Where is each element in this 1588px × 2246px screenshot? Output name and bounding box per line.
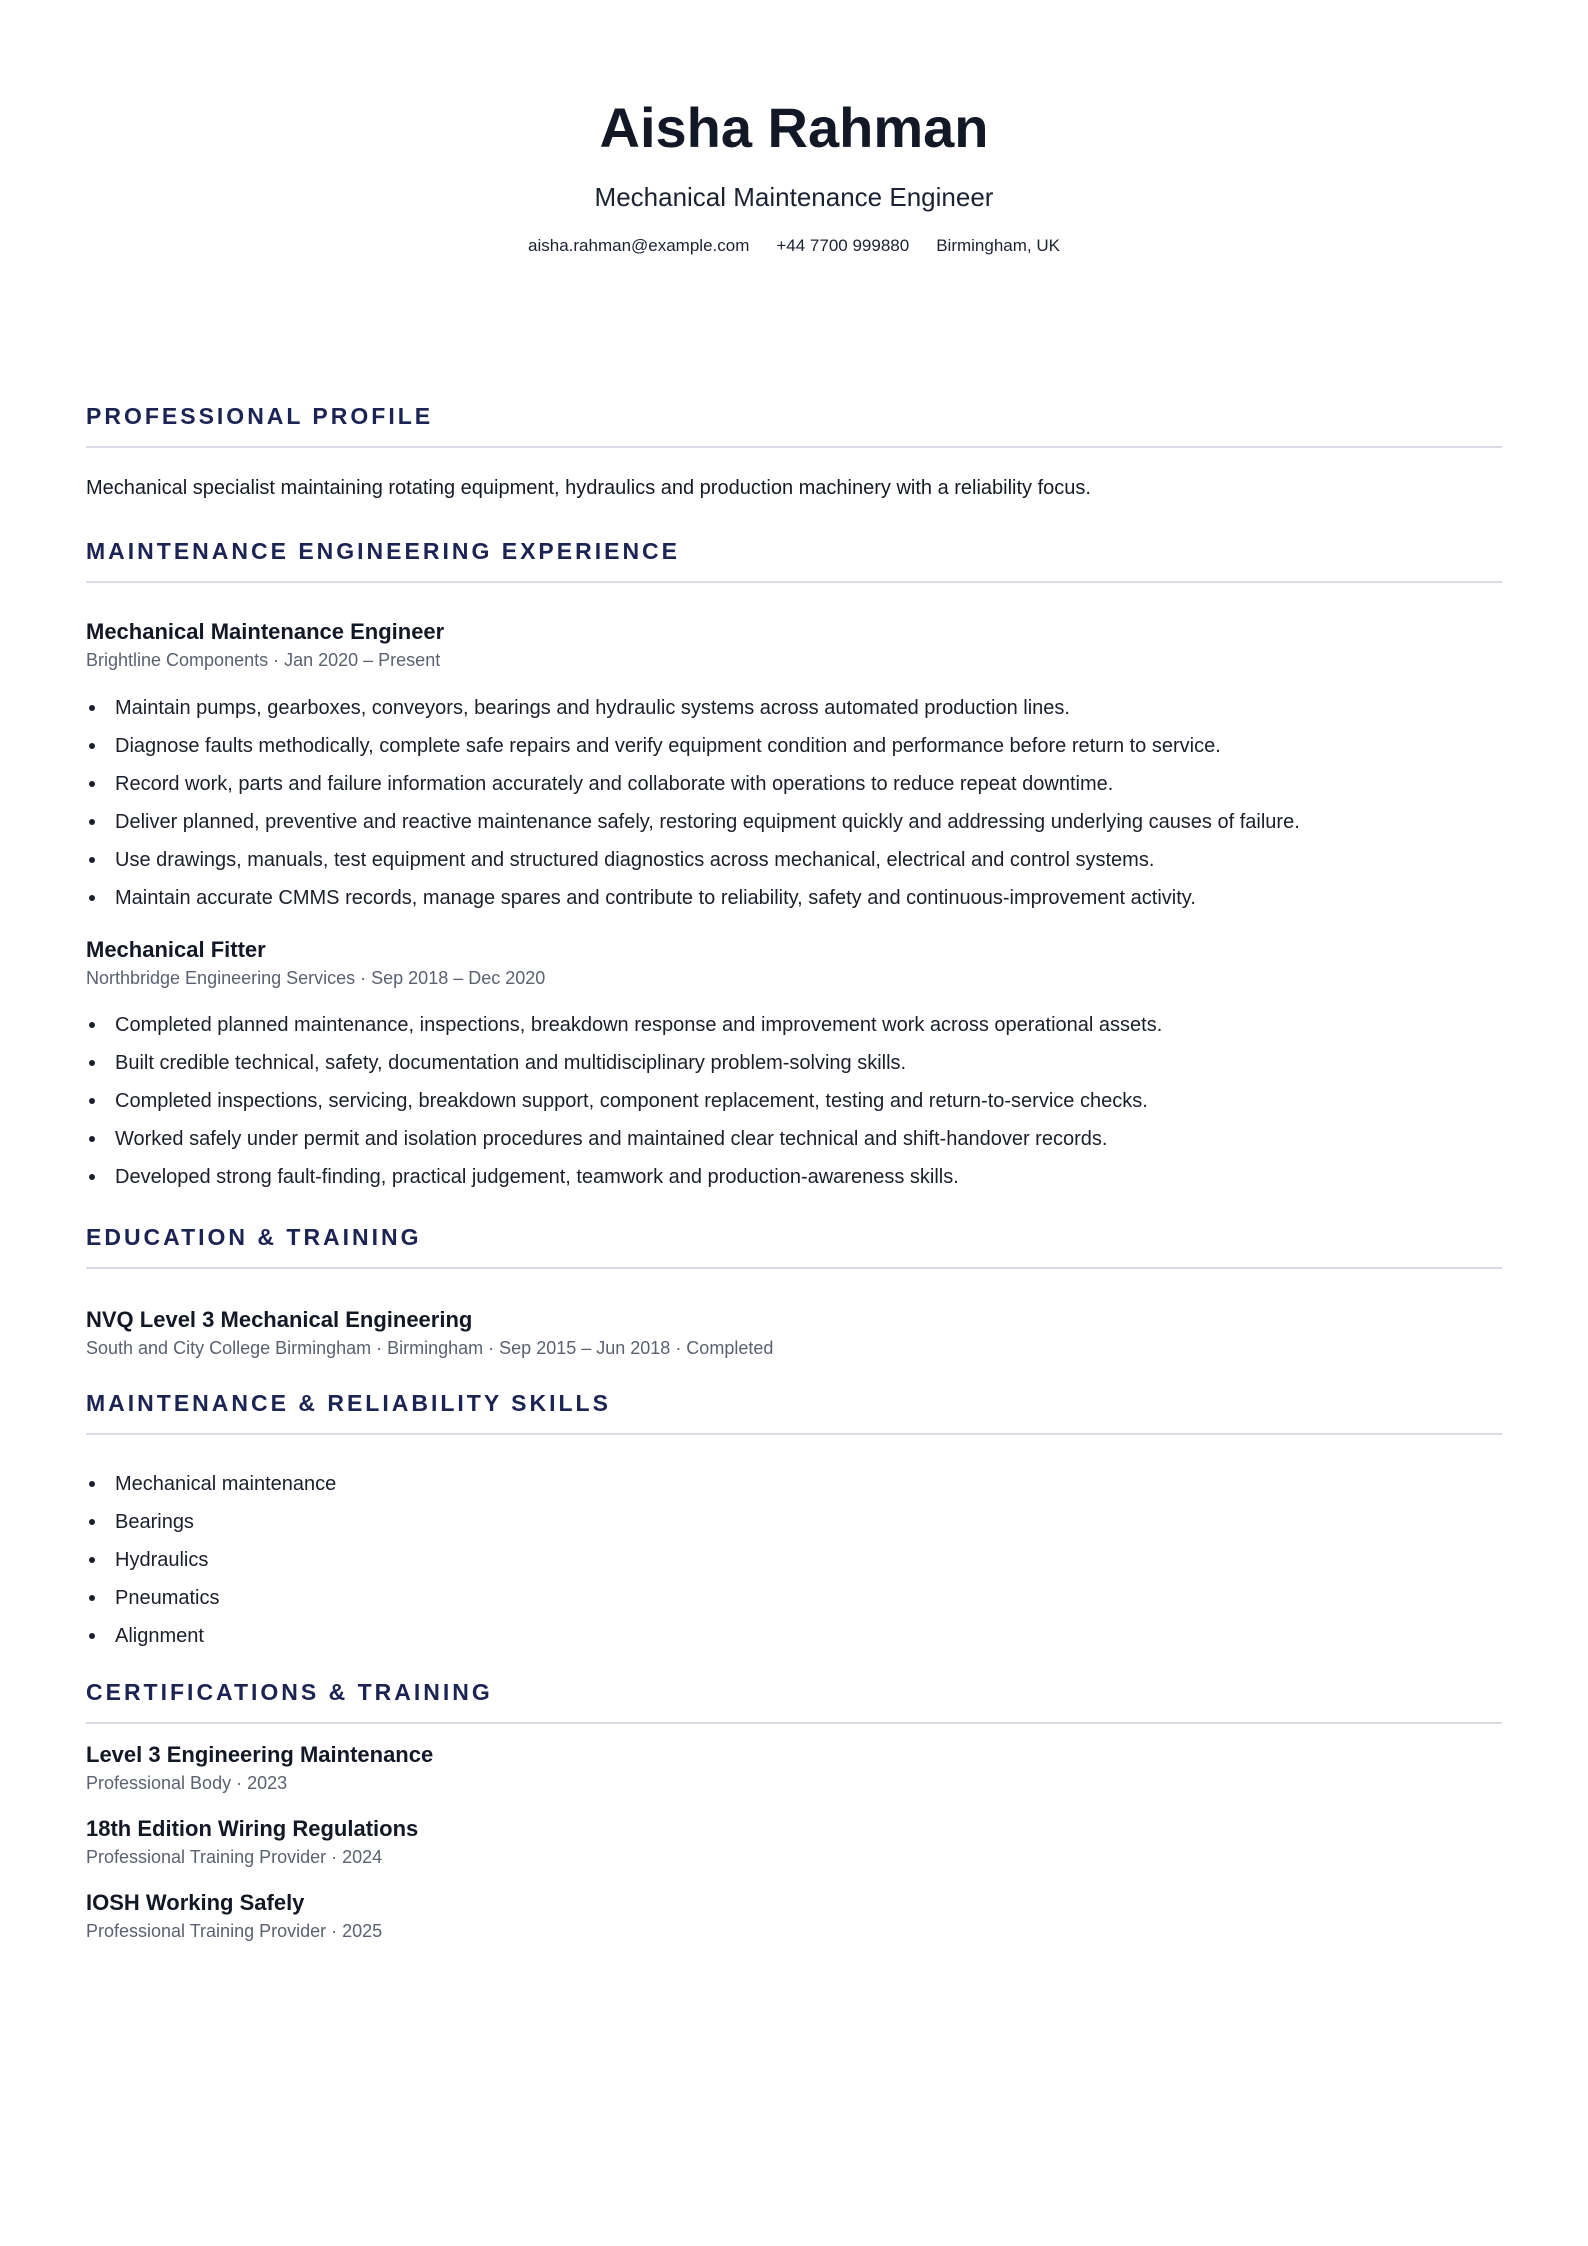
- profile-summary: Mechanical specialist maintaining rotating equipment, hydraulics and production machinery with a reliability focus.: [86, 477, 1091, 499]
- skills-list: [86, 1465, 1502, 1655]
- certification-name: IOSH Working Safely: [86, 1890, 305, 1915]
- section-title-profile: PROFESSIONAL PROFILE: [86, 403, 434, 429]
- certification-meta: Professional Training Provider · 2025: [86, 1921, 383, 1941]
- contact-phone: +44 7700 999880: [776, 236, 910, 255]
- education-qualification: NVQ Level 3 Mechanical Engineering: [86, 1307, 473, 1332]
- section-title-skills: MAINTENANCE & RELIABILITY SKILLS: [86, 1390, 611, 1416]
- section-title-certifications: CERTIFICATIONS & TRAINING: [86, 1679, 493, 1705]
- skill-item: Mechanical maintenance: [86, 1465, 1502, 1503]
- section-certifications: [86, 1677, 1502, 1943]
- resume-header: [86, 0, 1502, 258]
- certification-meta: Professional Training Provider · 2024: [86, 1847, 383, 1867]
- section-title-education: EDUCATION & TRAINING: [86, 1224, 422, 1250]
- job-bullets: [86, 689, 1502, 917]
- section-divider: [86, 1267, 1502, 1269]
- certification-entry: [86, 1815, 1502, 1869]
- job-entry: [86, 936, 1502, 1196]
- section-title-experience: MAINTENANCE ENGINEERING EXPERIENCE: [86, 538, 681, 564]
- certification-name: Level 3 Engineering Maintenance: [86, 1742, 434, 1767]
- section-divider: [86, 1433, 1502, 1435]
- skill-item: Hydraulics: [86, 1541, 1502, 1579]
- certification-entry: [86, 1889, 1502, 1943]
- job-title: Mechanical Maintenance Engineer: [86, 619, 445, 644]
- education-entry: [86, 1306, 1502, 1360]
- job-bullet: Developed strong fault-finding, practical judgement, teamwork and production-awareness skills.: [86, 1158, 1502, 1196]
- candidate-name: Aisha Rahman: [599, 96, 989, 159]
- section-divider: [86, 581, 1502, 583]
- job-bullet: Maintain accurate CMMS records, manage spares and contribute to reliability, safety and continuous-improvement activity.: [86, 879, 1502, 917]
- skill-item: Alignment: [86, 1617, 1502, 1655]
- job-bullet: Use drawings, manuals, test equipment and structured diagnostics across mechanical, electrical and control systems.: [86, 841, 1502, 879]
- job-meta: Brightline Components · Jan 2020 – Present: [86, 650, 441, 670]
- section-profile: [86, 401, 1502, 502]
- contact-line: [86, 234, 1502, 258]
- section-education: [86, 1222, 1502, 1360]
- certification-name: 18th Edition Wiring Regulations: [86, 1816, 419, 1841]
- section-experience: [86, 536, 1502, 1196]
- job-bullet: Worked safely under permit and isolation procedures and maintained clear technical and shift-handover records.: [86, 1120, 1502, 1158]
- job-bullets: [86, 1006, 1502, 1196]
- section-divider: [86, 446, 1502, 448]
- education-meta: South and City College Birmingham · Birmingham · Sep 2015 – Jun 2018 · Completed: [86, 1338, 774, 1358]
- job-bullet: Built credible technical, safety, documentation and multidisciplinary problem-solving skills.: [86, 1044, 1502, 1082]
- job-bullet: Completed planned maintenance, inspections, breakdown response and improvement work across operational assets.: [86, 1006, 1502, 1044]
- contact-location: Birmingham, UK: [936, 236, 1060, 255]
- skill-item: Bearings: [86, 1503, 1502, 1541]
- certification-meta: Professional Body · 2023: [86, 1773, 288, 1793]
- job-bullet: Maintain pumps, gearboxes, conveyors, bearings and hydraulic systems across automated production lines.: [86, 689, 1502, 727]
- skill-item: Pneumatics: [86, 1579, 1502, 1617]
- contact-email: aisha.rahman@example.com: [528, 236, 750, 255]
- job-bullet: Completed inspections, servicing, breakdown support, component replacement, testing and return-to-service checks.: [86, 1082, 1502, 1120]
- candidate-headline: Mechanical Maintenance Engineer: [594, 182, 994, 212]
- section-divider: [86, 1722, 1502, 1724]
- job-entry: [86, 618, 1502, 917]
- section-skills: [86, 1388, 1502, 1655]
- job-bullet: Record work, parts and failure information accurately and collaborate with operations to reduce repeat downtime.: [86, 765, 1502, 803]
- job-bullet: Diagnose faults methodically, complete safe repairs and verify equipment condition and performance before return to service.: [86, 727, 1502, 765]
- job-meta: Northbridge Engineering Services · Sep 2018 – Dec 2020: [86, 968, 546, 988]
- job-bullet: Deliver planned, preventive and reactive maintenance safely, restoring equipment quickly and addressing underlying causes of failure.: [86, 803, 1502, 841]
- job-title: Mechanical Fitter: [86, 937, 266, 962]
- certification-entry: [86, 1741, 1502, 1795]
